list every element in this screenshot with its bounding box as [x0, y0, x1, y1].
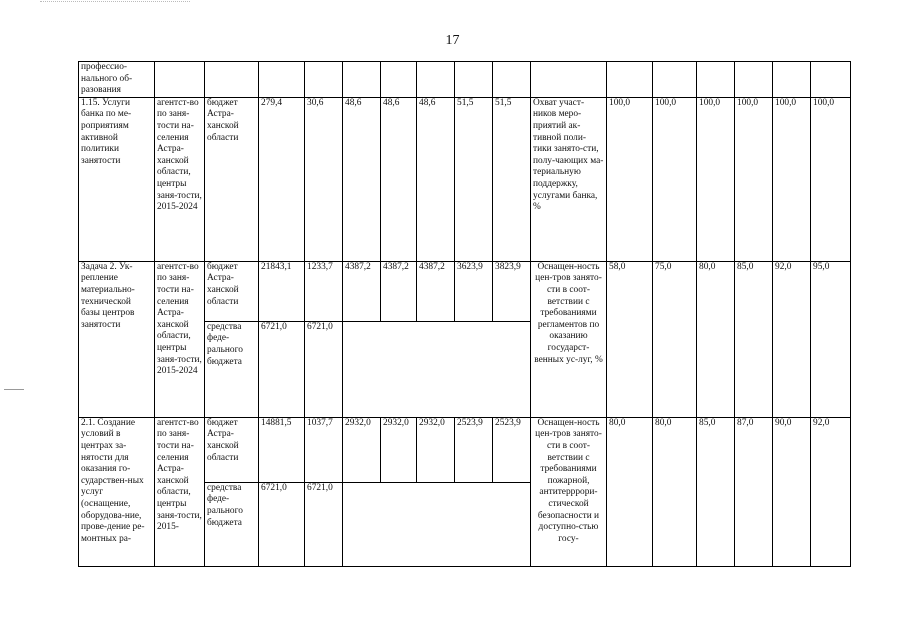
year-cell: 4387,2: [381, 261, 417, 321]
year-cell: [343, 62, 381, 98]
page-number: 17: [445, 33, 460, 48]
table-row: [79, 97, 851, 261]
target-cell: 100,0: [811, 97, 851, 261]
total-cell: 6721,0: [259, 482, 305, 566]
target-cell: 85,0: [697, 417, 735, 566]
target-cell: 92,0: [811, 417, 851, 566]
year-cell: 48,6: [343, 97, 381, 261]
year-cell: 2932,0: [343, 417, 381, 482]
target-cell: 95,0: [811, 261, 851, 417]
indicator-cell: [531, 62, 607, 98]
indicator-cell: Оснащен-ность цен-тров занято-сти в соот-ветствии с требованиями пожарной, антитерррори-стической безопасности и доступно-стью госу-: [531, 417, 607, 566]
year-cell: [343, 321, 531, 417]
year-cell: [493, 62, 531, 98]
year-cell: 2523,9: [493, 417, 531, 482]
measure-name: профессио-нального об-разования: [79, 62, 155, 98]
year-cell: 2523,9: [455, 417, 493, 482]
year-cell: 1233,7: [305, 261, 343, 321]
executor-cell: [155, 62, 205, 98]
indicator-cell: Охват участ-ников меро-приятий ак-тивной поли-тики занято-сти, полу-чающих ма-териальную поддержку, услугами банка, %: [531, 97, 607, 261]
year-cell: [417, 62, 455, 98]
total-cell: 14881,5: [259, 417, 305, 482]
scan-artifact: [40, 1, 190, 5]
target-cell: 80,0: [697, 261, 735, 417]
year-cell: 3823,9: [493, 261, 531, 321]
target-cell: 100,0: [697, 97, 735, 261]
year-cell: 1037,7: [305, 417, 343, 482]
target-cell: 58,0: [607, 261, 653, 417]
indicator-cell: Оснащен-ность цен-тров занято-сти в соот-ветствии с требованиями регламентов по оказанию государст-венных ус-луг, %: [531, 261, 607, 417]
year-cell: 6721,0: [305, 482, 343, 566]
total-cell: [259, 62, 305, 98]
table-row: [79, 417, 851, 482]
table-row: [79, 261, 851, 321]
year-cell: 30,6: [305, 97, 343, 261]
target-cell: 80,0: [607, 417, 653, 566]
target-cell: [653, 62, 697, 98]
year-cell: 3623,9: [455, 261, 493, 321]
target-cell: 100,0: [607, 97, 653, 261]
total-cell: 21843,1: [259, 261, 305, 321]
year-cell: [343, 482, 531, 566]
year-cell: 2932,0: [417, 417, 455, 482]
target-cell: [735, 62, 773, 98]
source-cell: средства феде-рального бюджета: [205, 321, 259, 417]
total-cell: 6721,0: [259, 321, 305, 417]
measure-name: Задача 2. Ук-репление материально-технической базы центров занятости: [79, 261, 155, 417]
executor-cell: агентст-во по заня-тости на-селения Астра-ханской области, центры заня-тости, 2015-: [155, 417, 205, 566]
year-cell: 48,6: [417, 97, 455, 261]
target-cell: 80,0: [653, 417, 697, 566]
target-cell: 100,0: [653, 97, 697, 261]
year-cell: [455, 62, 493, 98]
source-cell: бюджет Астра-ханской области: [205, 417, 259, 482]
year-cell: 51,5: [455, 97, 493, 261]
program-table: [78, 61, 851, 567]
year-cell: 4387,2: [343, 261, 381, 321]
target-cell: 90,0: [773, 417, 811, 566]
target-cell: 100,0: [735, 97, 773, 261]
source-cell: средства феде-рального бюджета: [205, 482, 259, 566]
target-cell: [607, 62, 653, 98]
year-cell: 6721,0: [305, 321, 343, 417]
source-cell: бюджет Астра-ханской области: [205, 97, 259, 261]
target-cell: 100,0: [773, 97, 811, 261]
table-row: [79, 62, 851, 98]
year-cell: 51,5: [493, 97, 531, 261]
executor-cell: агентст-во по заня-тости на-селения Астра-ханской области, центры заня-тости, 2015-2024: [155, 97, 205, 261]
source-cell: [205, 62, 259, 98]
target-cell: 87,0: [735, 417, 773, 566]
measure-name: 1.15. Услуги банка по ме-роприятиям активной политики занятости: [79, 97, 155, 261]
measure-name: 2.1. Создание условий в центрах за-нятости для оказания го-сударствен-ных услуг (оснащение, оборудова-ние, прове-дение ре-монтных ра-: [79, 417, 155, 566]
edge-mark: [4, 389, 24, 390]
year-cell: [305, 62, 343, 98]
executor-cell: агентст-во по заня-тости на-селения Астра-ханской области, центры заня-тости, 2015-2024: [155, 261, 205, 417]
target-cell: [811, 62, 851, 98]
year-cell: 4387,2: [417, 261, 455, 321]
year-cell: [381, 62, 417, 98]
target-cell: 75,0: [653, 261, 697, 417]
target-cell: [773, 62, 811, 98]
target-cell: [697, 62, 735, 98]
source-cell: бюджет Астра-ханской области: [205, 261, 259, 321]
total-cell: 279,4: [259, 97, 305, 261]
year-cell: 2932,0: [381, 417, 417, 482]
target-cell: 85,0: [735, 261, 773, 417]
target-cell: 92,0: [773, 261, 811, 417]
year-cell: 48,6: [381, 97, 417, 261]
